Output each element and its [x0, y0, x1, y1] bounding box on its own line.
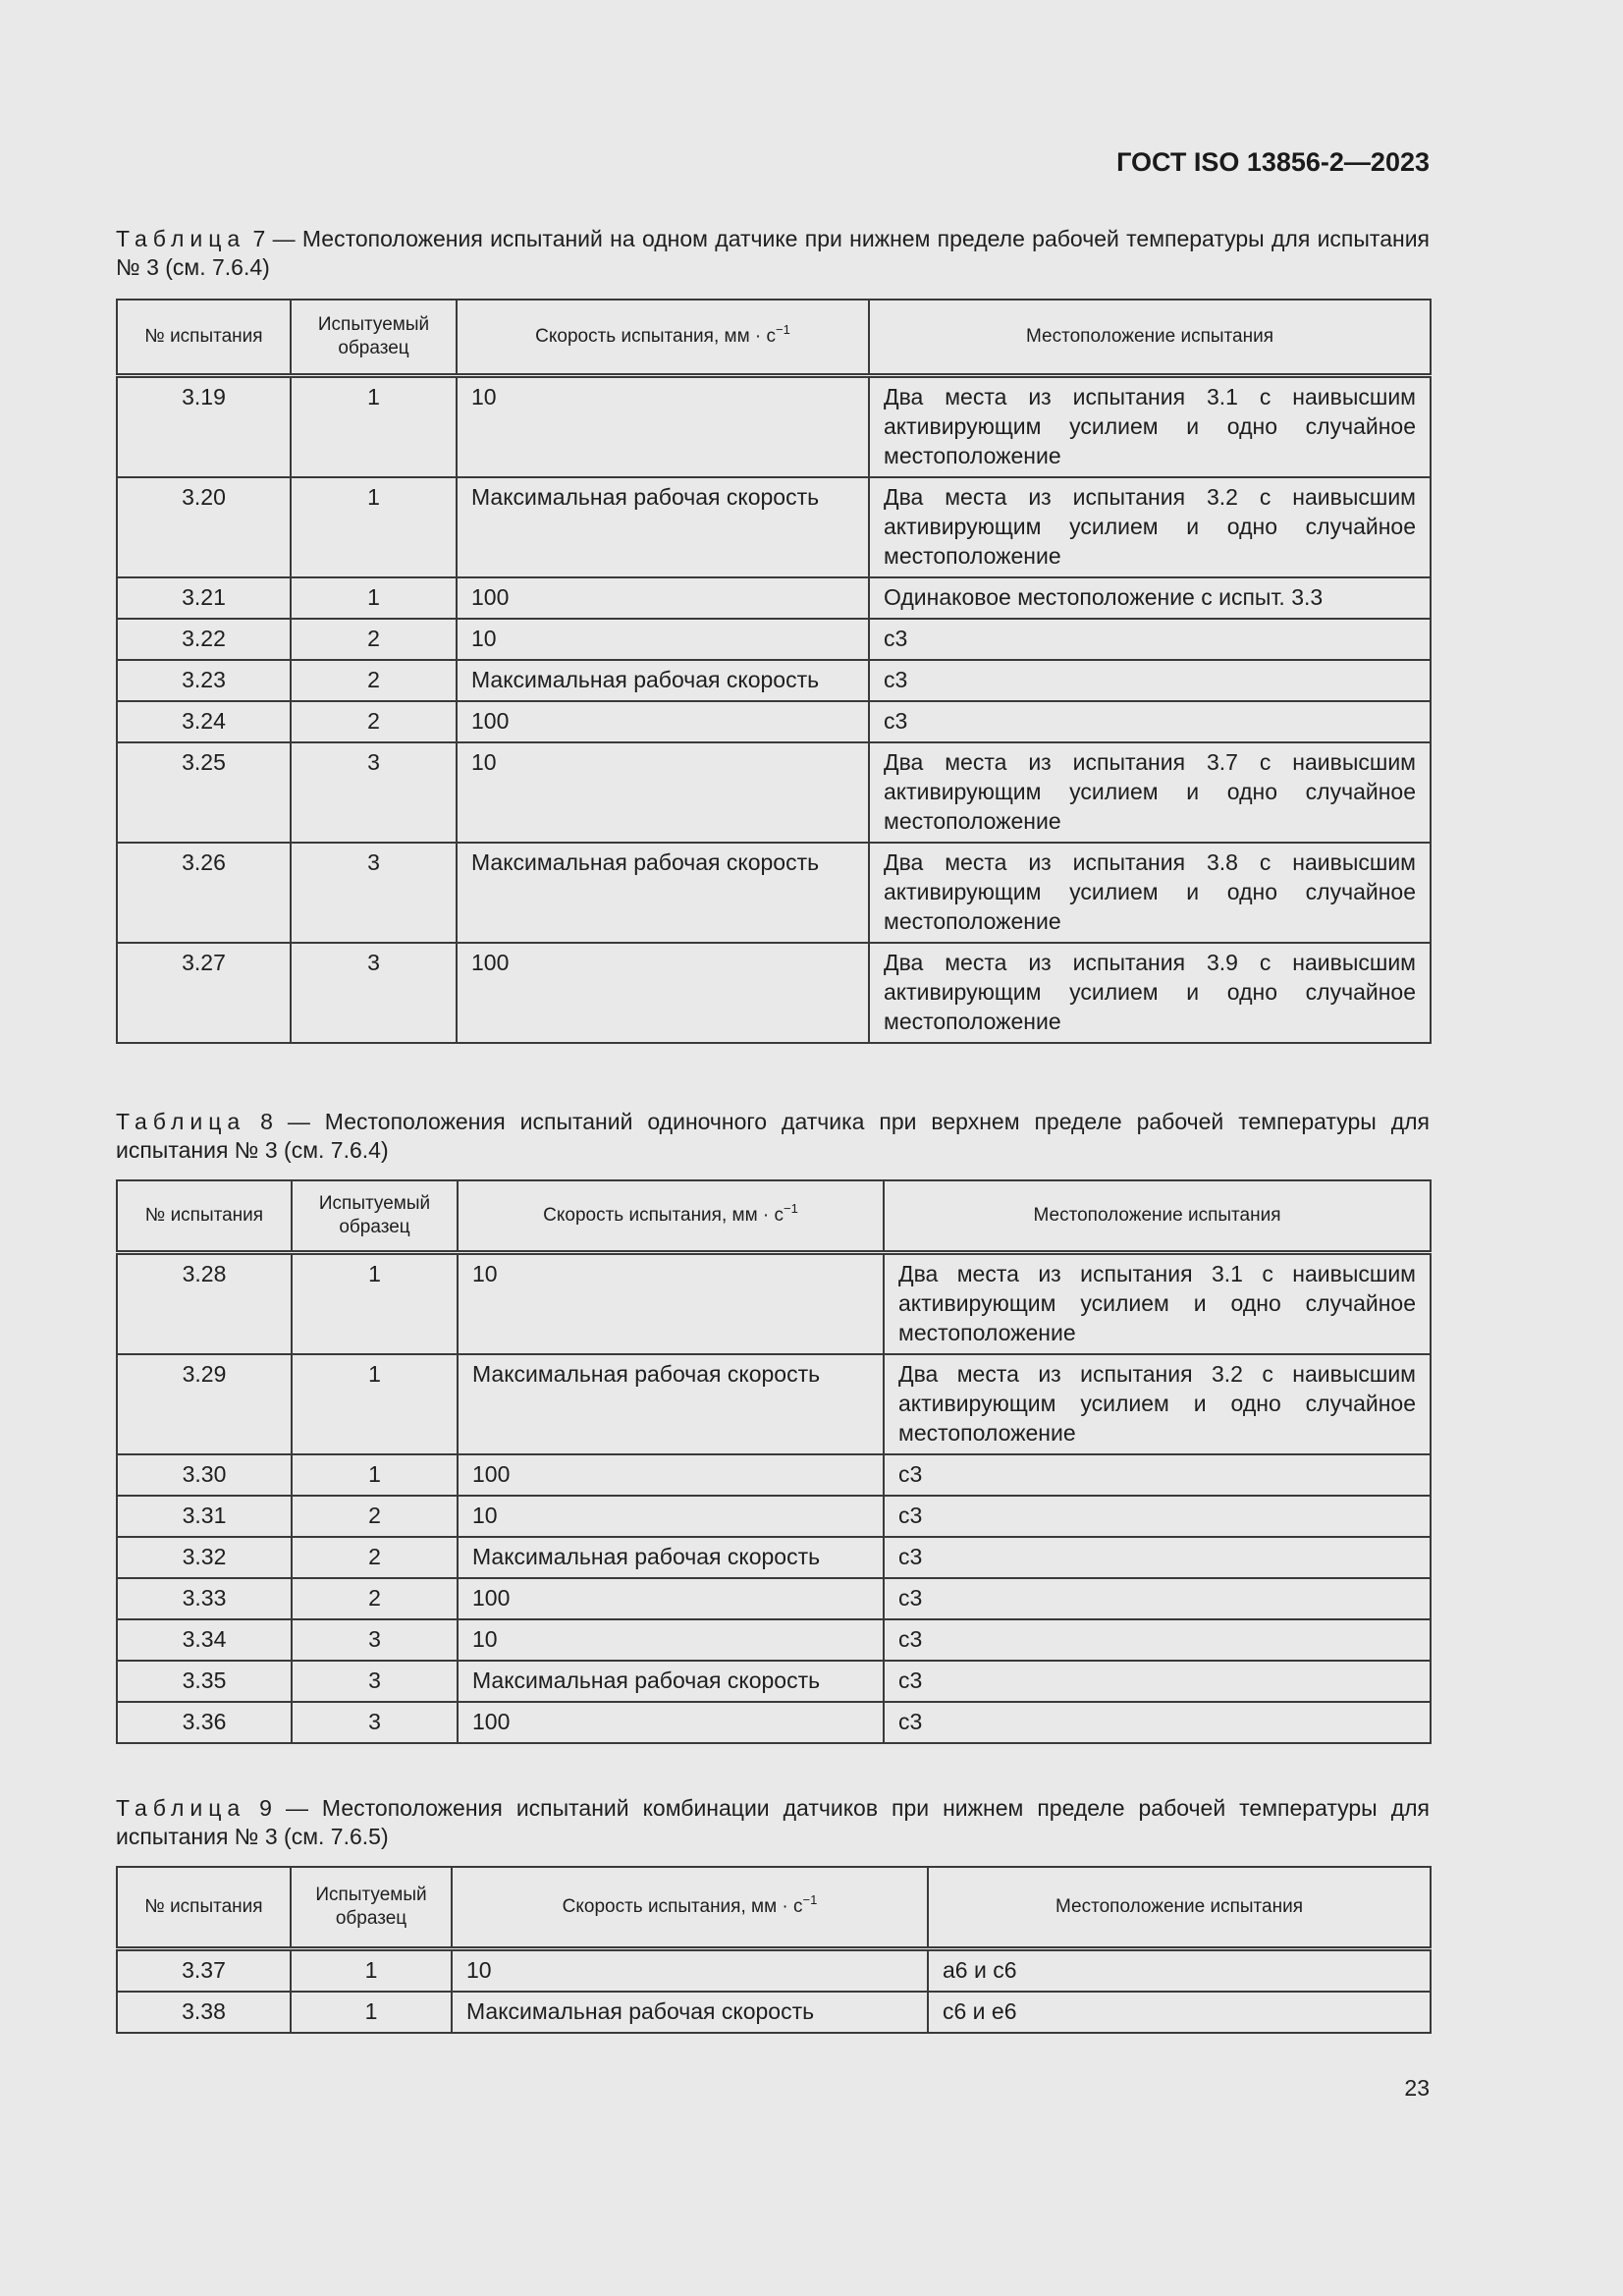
cell-test-speed: Максимальная рабочая скорость: [457, 660, 869, 701]
table-row: [117, 843, 1431, 943]
col-header-test-number: [117, 1867, 291, 1948]
cell-specimen: 1: [291, 577, 457, 619]
cell-test-speed: Максимальная рабочая скорость: [452, 1992, 928, 2033]
cell-test-number: 3.22: [117, 619, 291, 660]
cell-test-location: c3: [884, 1619, 1431, 1661]
cell-test-speed: 100: [457, 943, 869, 1043]
header-text: Скорость испытания, мм · с: [543, 1204, 784, 1226]
table-row: [117, 577, 1431, 619]
cell-test-speed: 10: [458, 1252, 884, 1354]
header-text: Испытуемый образец: [317, 313, 430, 358]
table-caption-text: 8 — Местоположения испытаний одиночного датчика при верхнем пределе рабочей температуры для испытания № 3 (см. 7.6.4): [116, 1109, 1430, 1163]
cell-test-number: 3.34: [117, 1619, 292, 1661]
cell-test-number: 3.33: [117, 1578, 292, 1619]
table-7: [116, 299, 1432, 1044]
table-header-row: [117, 1867, 1431, 1948]
col-header-specimen: [291, 300, 457, 375]
document-code: ГОСТ ISO 13856-2—2023: [1116, 147, 1430, 177]
cell-test-number: 3.31: [117, 1496, 292, 1537]
table-9-caption: [116, 1794, 1430, 1851]
header-text: № испытания: [144, 325, 263, 347]
cell-test-location: c3: [884, 1661, 1431, 1702]
header-text: Скорость испытания, мм · с: [535, 325, 777, 347]
table-row: [117, 1948, 1431, 1992]
cell-test-location: c3: [869, 701, 1431, 742]
header-text: Скорость испытания, мм · с: [562, 1895, 803, 1917]
cell-test-speed: 10: [452, 1948, 928, 1992]
table-row: [117, 943, 1431, 1043]
cell-test-number: 3.29: [117, 1354, 292, 1454]
col-header-specimen: [292, 1180, 458, 1252]
cell-test-number: 3.25: [117, 742, 291, 843]
table-row: [117, 660, 1431, 701]
cell-specimen: 1: [291, 477, 457, 577]
col-header-test-speed: [457, 300, 869, 375]
cell-specimen: 1: [292, 1252, 458, 1354]
cell-test-location: c3: [884, 1578, 1431, 1619]
cell-test-number: 3.37: [117, 1948, 291, 1992]
header-text: Местоположение испытания: [1026, 325, 1273, 347]
cell-test-speed: 10: [457, 619, 869, 660]
cell-specimen: 2: [291, 660, 457, 701]
cell-test-speed: Максимальная рабочая скорость: [457, 477, 869, 577]
table-9: [116, 1866, 1432, 2034]
table-row: [117, 1661, 1431, 1702]
cell-specimen: 3: [291, 943, 457, 1043]
table-row: [117, 701, 1431, 742]
header-text: Местоположение испытания: [1033, 1204, 1281, 1226]
cell-specimen: 1: [291, 1948, 452, 1992]
table-row: [117, 1252, 1431, 1354]
cell-test-speed: Максимальная рабочая скорость: [457, 843, 869, 943]
cell-test-speed: Максимальная рабочая скорость: [458, 1537, 884, 1578]
cell-test-location: c3: [869, 619, 1431, 660]
col-header-test-location: [884, 1180, 1431, 1252]
col-header-test-number: [117, 300, 291, 375]
cell-test-speed: 100: [457, 577, 869, 619]
cell-test-number: 3.19: [117, 375, 291, 477]
header-text: Испытуемый образец: [315, 1884, 427, 1929]
table-label: Таблица: [116, 1795, 246, 1821]
cell-specimen: 3: [291, 843, 457, 943]
table-header-row: [117, 1180, 1431, 1252]
cell-specimen: 3: [292, 1661, 458, 1702]
table-label: Таблица: [116, 226, 246, 251]
cell-test-number: 3.38: [117, 1992, 291, 2033]
cell-test-speed: 100: [458, 1702, 884, 1743]
cell-test-location: c3: [884, 1537, 1431, 1578]
table-row: [117, 1578, 1431, 1619]
cell-test-number: 3.36: [117, 1702, 292, 1743]
table-row: [117, 742, 1431, 843]
col-header-test-location: [928, 1867, 1431, 1948]
unit-exponent: −1: [802, 1891, 818, 1907]
table-row: [117, 1537, 1431, 1578]
table-row: [117, 1354, 1431, 1454]
cell-specimen: 1: [291, 1992, 452, 2033]
cell-test-number: 3.28: [117, 1252, 292, 1354]
cell-test-location: c3: [884, 1454, 1431, 1496]
header-text: Испытуемый образец: [318, 1192, 431, 1237]
col-header-test-speed: [458, 1180, 884, 1252]
cell-test-number: 3.35: [117, 1661, 292, 1702]
cell-specimen: 1: [292, 1354, 458, 1454]
cell-specimen: 2: [292, 1578, 458, 1619]
cell-test-speed: 10: [457, 742, 869, 843]
cell-test-number: 3.21: [117, 577, 291, 619]
cell-test-speed: 10: [458, 1496, 884, 1537]
table-row: [117, 1496, 1431, 1537]
cell-test-location: Два места из испытания 3.7 с наивысшим активирующим усилием и одно случайное местоположение: [869, 742, 1431, 843]
unit-exponent: −1: [776, 321, 790, 337]
cell-test-location: Два места из испытания 3.8 с наивысшим активирующим усилием и одно случайное местоположение: [869, 843, 1431, 943]
cell-test-number: 3.20: [117, 477, 291, 577]
cell-test-speed: Максимальная рабочая скорость: [458, 1354, 884, 1454]
cell-specimen: 2: [292, 1496, 458, 1537]
cell-specimen: 1: [292, 1454, 458, 1496]
cell-test-speed: 100: [457, 701, 869, 742]
cell-test-number: 3.27: [117, 943, 291, 1043]
table-caption-text: 9 — Местоположения испытаний комбинации датчиков при нижнем пределе рабочей температуры для испытания № 3 (см. 7.6.5): [116, 1795, 1430, 1849]
cell-test-location: c3: [869, 660, 1431, 701]
cell-specimen: 3: [292, 1702, 458, 1743]
cell-test-location: Два места из испытания 3.9 с наивысшим активирующим усилием и одно случайное местоположение: [869, 943, 1431, 1043]
cell-specimen: 3: [292, 1619, 458, 1661]
table-row: [117, 1619, 1431, 1661]
header-text: Местоположение испытания: [1055, 1895, 1303, 1917]
table-label: Таблица: [116, 1109, 246, 1134]
table-row: [117, 1992, 1431, 2033]
page-number: 23: [1404, 2075, 1430, 2101]
table-header-row: [117, 300, 1431, 375]
cell-test-location: Два места из испытания 3.1 с наивысшим активирующим усилием и одно случайное местоположение: [869, 375, 1431, 477]
col-header-specimen: [291, 1867, 452, 1948]
header-text: № испытания: [144, 1895, 263, 1917]
table-8-caption: [116, 1108, 1430, 1165]
table-7-caption: [116, 225, 1430, 282]
cell-test-location: a6 и c6: [928, 1948, 1431, 1992]
cell-test-speed: 100: [458, 1578, 884, 1619]
cell-test-number: 3.24: [117, 701, 291, 742]
cell-test-speed: Максимальная рабочая скорость: [458, 1661, 884, 1702]
cell-test-number: 3.23: [117, 660, 291, 701]
unit-exponent: −1: [784, 1200, 798, 1216]
cell-specimen: 1: [291, 375, 457, 477]
col-header-test-speed: [452, 1867, 928, 1948]
cell-test-speed: 10: [457, 375, 869, 477]
cell-specimen: 3: [291, 742, 457, 843]
table-row: [117, 1454, 1431, 1496]
cell-test-location: Одинаковое местоположение с испыт. 3.3: [869, 577, 1431, 619]
table-row: [117, 477, 1431, 577]
cell-specimen: 2: [292, 1537, 458, 1578]
col-header-test-location: [869, 300, 1431, 375]
table-row: [117, 619, 1431, 660]
cell-test-number: 3.30: [117, 1454, 292, 1496]
cell-test-number: 3.32: [117, 1537, 292, 1578]
cell-test-number: 3.26: [117, 843, 291, 943]
cell-test-location: Два места из испытания 3.2 с наивысшим активирующим усилием и одно случайное местоположение: [869, 477, 1431, 577]
cell-specimen: 2: [291, 701, 457, 742]
cell-test-location: c3: [884, 1702, 1431, 1743]
cell-specimen: 2: [291, 619, 457, 660]
cell-test-speed: 10: [458, 1619, 884, 1661]
table-8: [116, 1179, 1432, 1744]
table-row: [117, 375, 1431, 477]
cell-test-location: Два места из испытания 3.1 с наивысшим активирующим усилием и одно случайное местоположение: [884, 1252, 1431, 1354]
cell-test-location: c3: [884, 1496, 1431, 1537]
table-row: [117, 1702, 1431, 1743]
table-caption-text: 7 — Местоположения испытаний на одном датчике при нижнем пределе рабочей температуры для испытания № 3 (см. 7.6.4): [116, 226, 1430, 280]
col-header-test-number: [117, 1180, 292, 1252]
cell-test-speed: 100: [458, 1454, 884, 1496]
cell-test-location: Два места из испытания 3.2 с наивысшим активирующим усилием и одно случайное местоположение: [884, 1354, 1431, 1454]
header-text: № испытания: [144, 1204, 264, 1226]
cell-test-location: c6 и e6: [928, 1992, 1431, 2033]
